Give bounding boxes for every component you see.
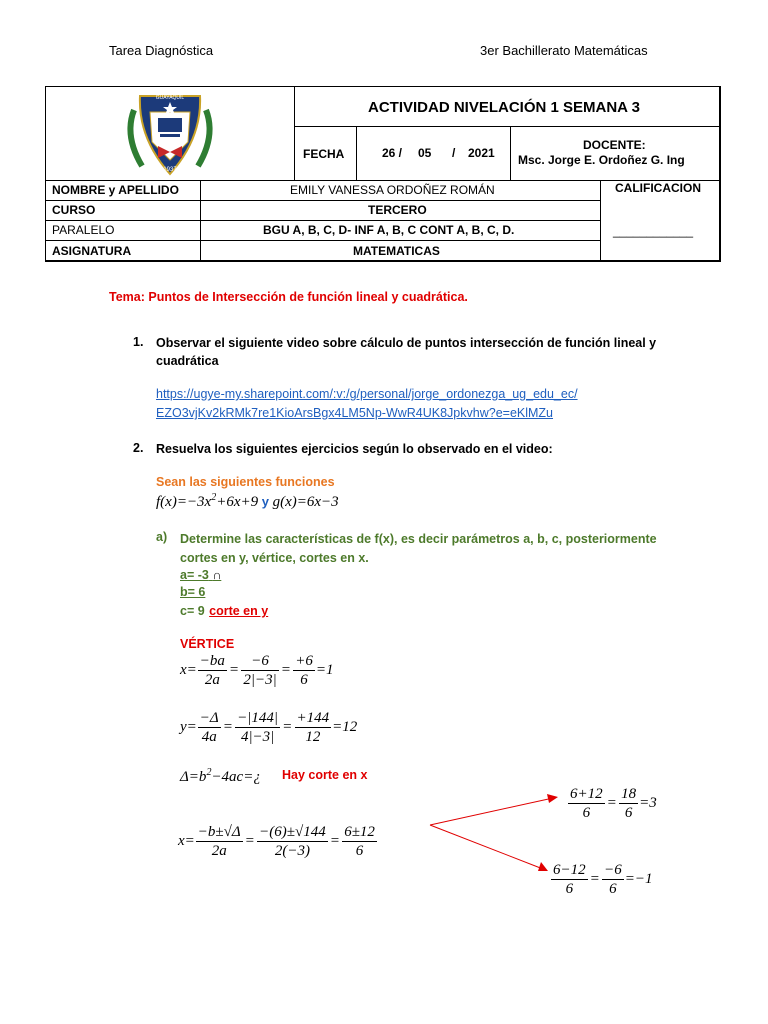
- activity-title: ACTIVIDAD NIVELACIÓN 1 SEMANA 3: [368, 99, 640, 116]
- root-2-equation: $\frac{6-12}{6}$ = $\frac{-6}{6}$ =−1: [553, 862, 653, 897]
- page-header-left: Tarea Diagnóstica: [109, 43, 214, 58]
- header-table: [45, 86, 721, 261]
- discriminant-equation: $\Delta=b^2-4ac=¿$: [180, 767, 261, 785]
- page-header-right: 3er Bachillerato Matemáticas: [480, 43, 648, 58]
- item-1-number: 1.: [133, 335, 144, 349]
- fecha-day: 26 /: [382, 146, 403, 160]
- param-c: c= 9 corte en y: [180, 604, 269, 618]
- param-b: b= 6: [180, 585, 206, 599]
- part-a-text: Determine las características de f(x), es decir parámetros a, b, c, posteriormente cortes en y, vértice, cortes en x.: [180, 532, 657, 565]
- calificacion-label: CALIFICACION: [615, 181, 701, 195]
- root-1-equation: $\frac{6+12}{6}$ = $\frac{18}{6}$ =3: [570, 786, 657, 821]
- discriminant-note: Hay corte en x: [282, 768, 368, 782]
- fecha-label: FECHA: [303, 147, 345, 161]
- fecha-separator: /: [452, 146, 456, 160]
- logo-top-text: GUAYAQUIL: [155, 95, 185, 101]
- row-label-asignatura: ASIGNATURA: [52, 244, 132, 258]
- row-value-curso: TERCERO: [368, 203, 427, 217]
- item-2-number: 2.: [133, 441, 144, 455]
- functions-definition: $f(x)=-3x^2+6x+9$ y g(x)=6x−3: [156, 492, 339, 510]
- roots-equation: x= $\frac{-b\pm√\Delta}{2a}$ = $\frac{-(6)\pm√144}{2(-3)}$ = $\frac{6\pm 12}{6}$: [178, 824, 375, 859]
- row-label-curso: CURSO: [52, 203, 96, 217]
- fecha-year: 2021: [468, 146, 495, 160]
- row-value-asignatura: MATEMATICAS: [353, 244, 440, 258]
- logo-year: 1937: [163, 167, 177, 173]
- part-a-label: a): [156, 530, 168, 544]
- param-a: a= -3 ∩: [180, 568, 222, 582]
- video-link[interactable]: https://ugye-my.sharepoint.com/:v:/g/personal/jorge_ordonezga_ug_edu_ec/ EZO3vjKv2kRMk7re1KioArsBgx4LM5Np-WwR4UK8Jpkvhw?e=eKlMZu: [156, 387, 578, 420]
- docente-name: Msc. Jorge E. Ordoñez G. Ing: [518, 153, 685, 167]
- row-value-paralelo: BGU A, B, C, D- INF A, B, C CONT A, B, C, D.: [263, 223, 515, 237]
- school-logo: [120, 88, 220, 178]
- item-2-text: Resuelva los siguientes ejercicios según lo observado en el video:: [156, 442, 553, 456]
- row-label-paralelo: PARALELO: [52, 223, 115, 237]
- vertex-heading: VÉRTICE: [180, 637, 235, 651]
- row-label-nombre: NOMBRE y APELLIDO: [52, 183, 179, 197]
- branch-arrows: [425, 790, 565, 880]
- vertex-y-equation: y= $\frac{-\Delta}{4a}$ = $\frac{-|144|}{4|-3|}$ = $\frac{+144}{12}$ =12: [180, 710, 358, 745]
- item-1-text: Observar el siguiente video sobre cálculo de puntos intersección de función lineal y cuadrática: [156, 336, 657, 368]
- docente-label: DOCENTE:: [583, 138, 646, 152]
- vertex-x-equation: x= $\frac{-ba}{2a}$ = $\frac{-6}{2|-3|}$ = $\frac{+6}{6}$ =1: [180, 653, 334, 688]
- functions-intro: Sean las siguientes funciones: [156, 475, 335, 489]
- tema-heading: Tema: Puntos de Intersección de función lineal y cuadrática.: [109, 290, 468, 304]
- row-value-nombre: EMILY VANESSA ORDOÑEZ ROMÁN: [290, 183, 495, 197]
- fecha-month: 05: [418, 146, 432, 160]
- calificacion-blank: ____________: [613, 224, 694, 238]
